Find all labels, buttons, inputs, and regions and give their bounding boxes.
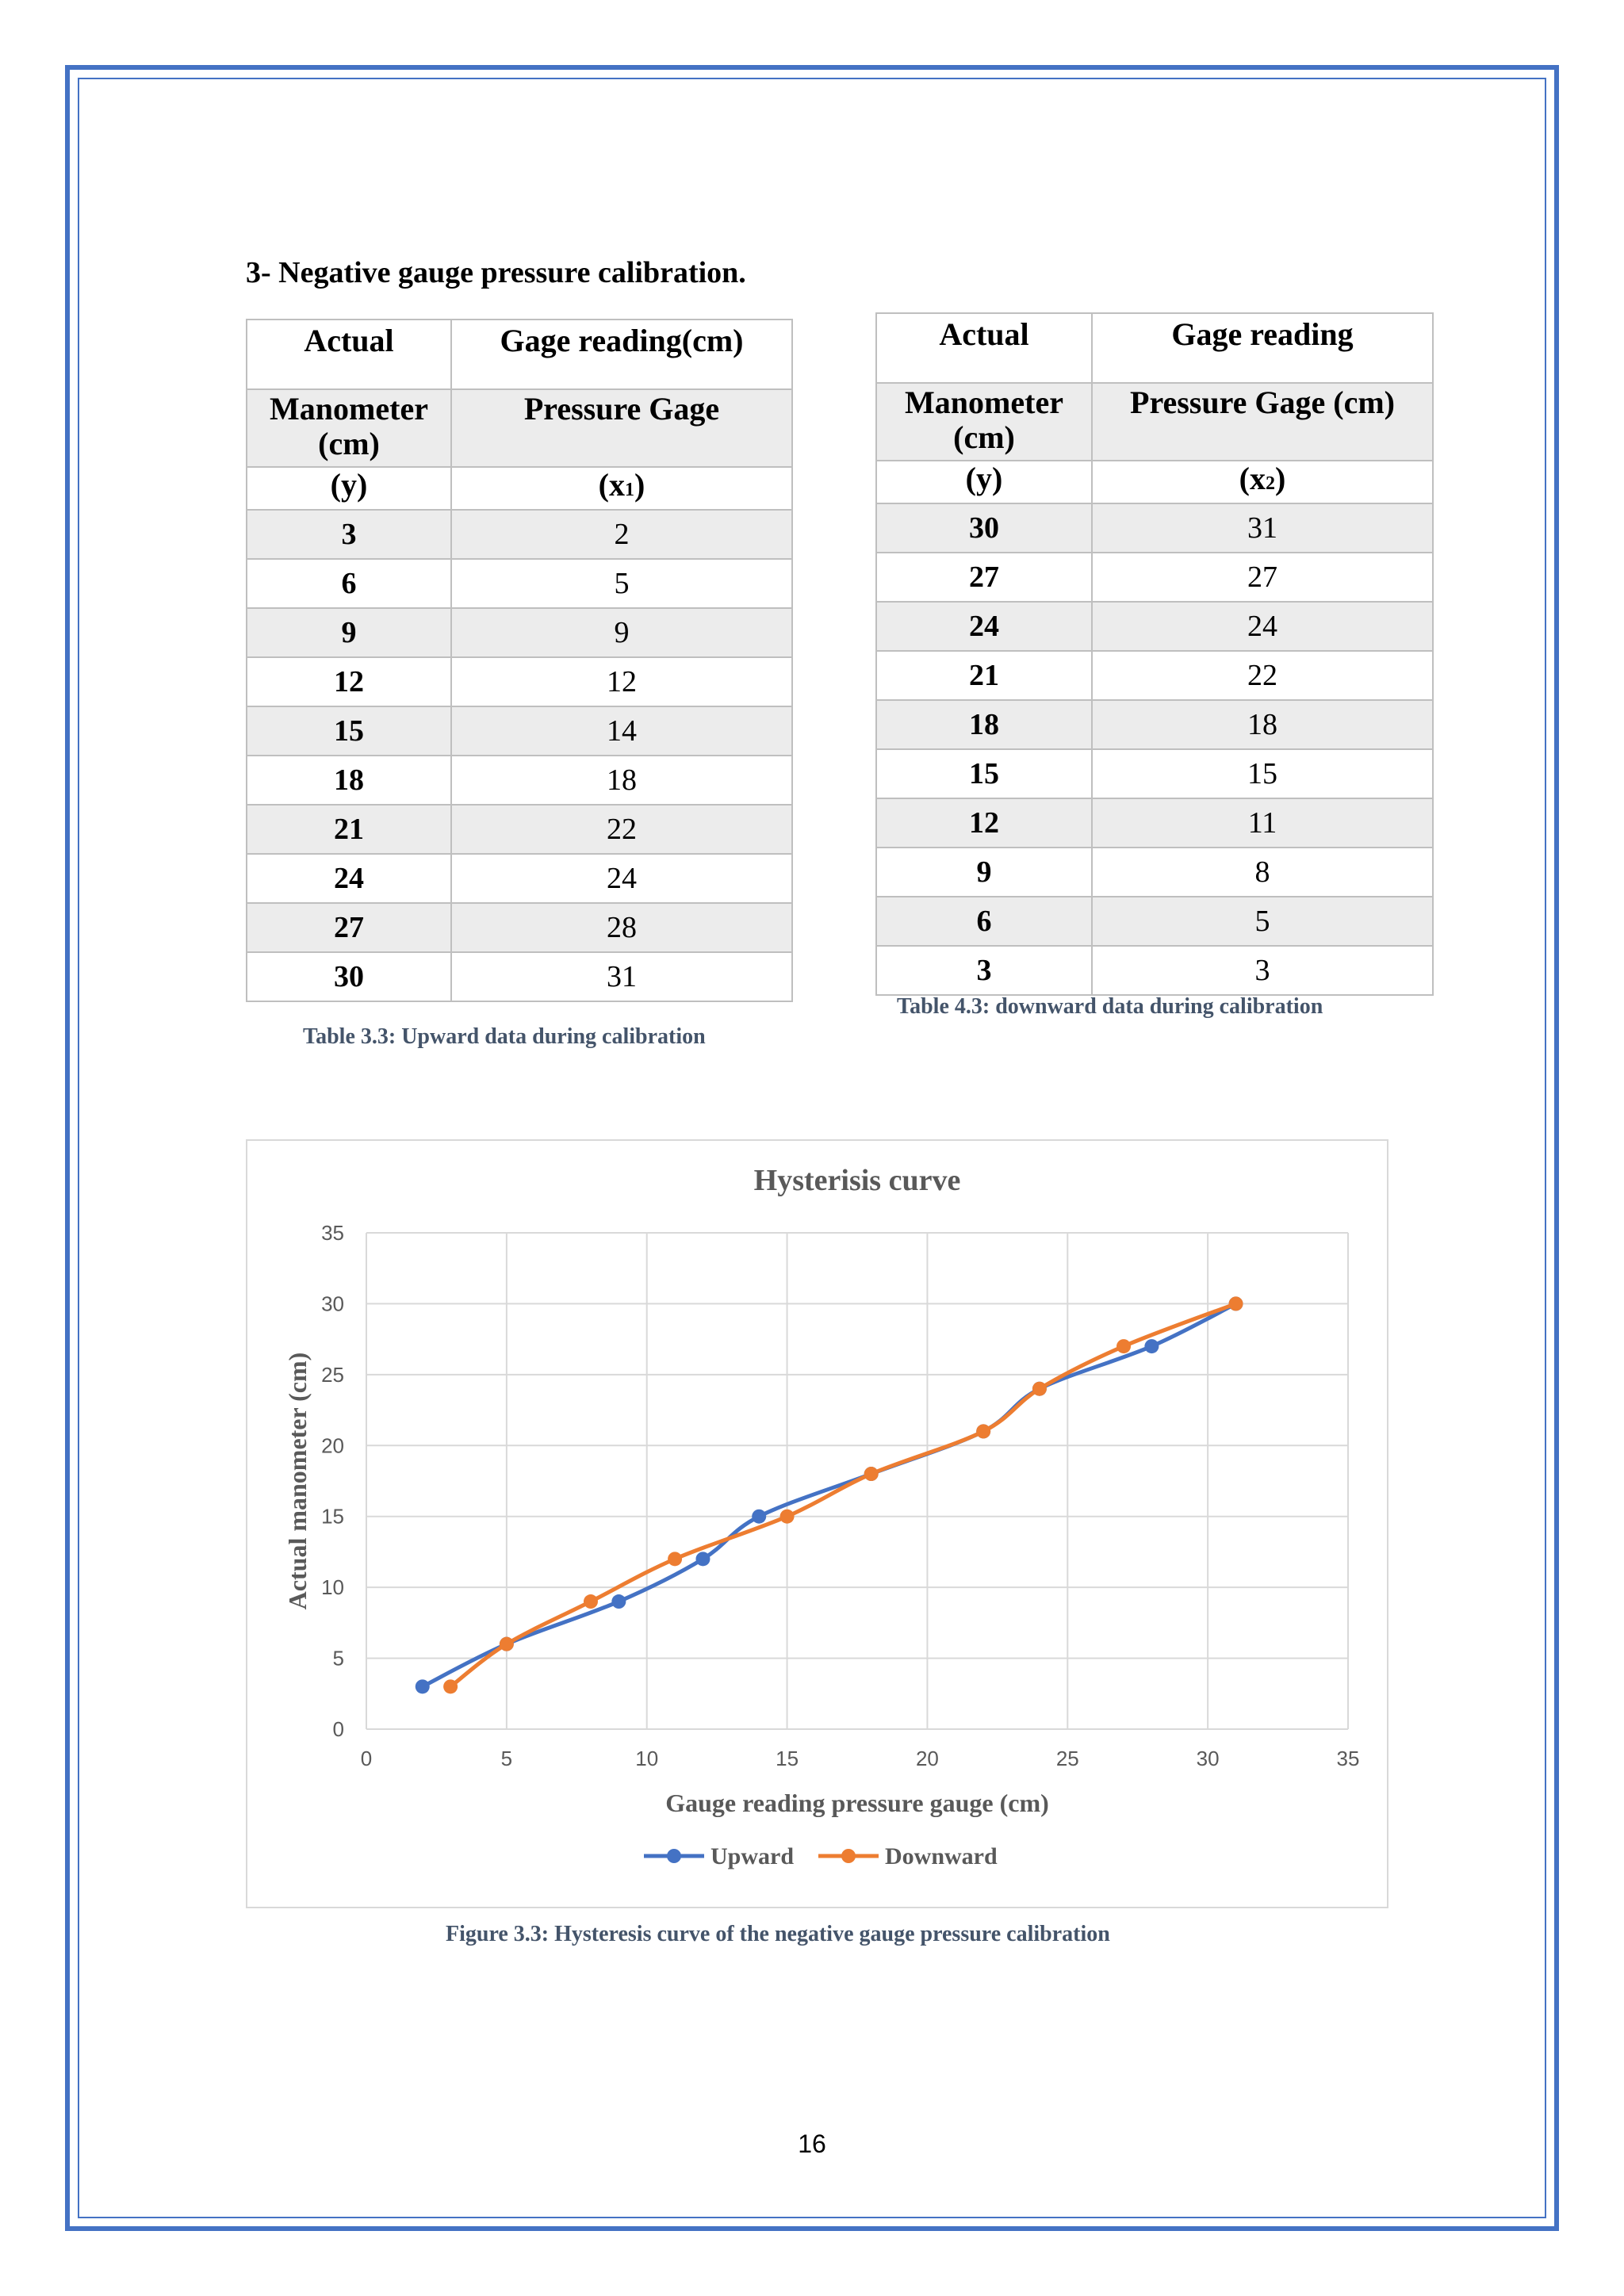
gage-value-cell: 15	[1092, 749, 1433, 798]
gage-value-cell: 24	[451, 854, 792, 903]
x-tick-label: 25	[1055, 1747, 1079, 1770]
y-tick-label: 35	[321, 1221, 344, 1245]
upward-table-body	[247, 510, 792, 1001]
manometer-value-cell: 27	[247, 903, 451, 952]
gage-value-cell: 22	[451, 805, 792, 854]
data-point-downward	[443, 1679, 458, 1693]
y-tick-label: 5	[332, 1646, 344, 1670]
hysteresis-chart	[246, 1139, 1388, 1908]
x-tick-label: 0	[360, 1747, 373, 1770]
gage-value-cell: 11	[1092, 798, 1433, 848]
manometer-value-cell: 21	[876, 651, 1092, 700]
data-point-upward	[611, 1594, 626, 1609]
data-point-downward	[500, 1637, 514, 1651]
gage-value-cell: 18	[451, 756, 792, 805]
chart-svg	[247, 1141, 1387, 1907]
data-point-downward	[584, 1594, 598, 1609]
gage-value-cell: 2	[451, 510, 792, 559]
data-point-downward	[668, 1552, 682, 1566]
manometer-value-cell: 9	[876, 848, 1092, 897]
manometer-value-cell: 18	[247, 756, 451, 805]
table-header-cell: Actual	[247, 320, 451, 389]
y-tick-label: 15	[321, 1504, 344, 1529]
y-tick-label: 10	[321, 1575, 344, 1600]
table-header-cell: Actual	[876, 313, 1092, 383]
legend-entry: Downward	[885, 1843, 998, 1869]
section-heading: 3- Negative gauge pressure calibration.	[246, 256, 746, 289]
table-row	[247, 903, 792, 952]
data-point-upward	[695, 1552, 710, 1566]
table-header-cell: (x2)	[1092, 461, 1433, 503]
manometer-value-cell: 30	[876, 503, 1092, 553]
data-point-upward	[1144, 1339, 1159, 1353]
gage-value-cell: 22	[1092, 651, 1433, 700]
table-row	[247, 657, 792, 706]
gage-value-cell: 3	[1092, 946, 1433, 995]
gage-value-cell: 31	[451, 952, 792, 1001]
data-point-downward	[1032, 1382, 1047, 1396]
gage-value-cell: 9	[451, 608, 792, 657]
manometer-value-cell: 3	[247, 510, 451, 559]
table-header-cell: (x1)	[451, 467, 792, 510]
table-header-cell: Pressure Gage	[451, 389, 792, 467]
y-tick-label: 0	[332, 1717, 344, 1741]
upward-table-caption: Table 3.3: Upward data during calibration	[303, 1024, 706, 1049]
manometer-value-cell: 30	[247, 952, 451, 1001]
table-row	[876, 848, 1433, 897]
gage-value-cell: 5	[1092, 897, 1433, 946]
table-row	[247, 805, 792, 854]
data-point-downward	[864, 1467, 879, 1481]
y-axis-label: Actual manometer (cm)	[283, 1352, 312, 1610]
table-header-cell: Gage reading	[1092, 313, 1433, 383]
x-tick-label: 30	[1196, 1747, 1220, 1770]
gage-value-cell: 28	[451, 903, 792, 952]
downward-table-caption: Table 4.3: downward data during calibration	[897, 994, 1323, 1019]
manometer-value-cell: 27	[876, 553, 1092, 602]
x-tick-label: 20	[915, 1747, 939, 1770]
data-point-downward	[976, 1424, 990, 1438]
x-axis-label: Gauge reading pressure gauge (cm)	[665, 1789, 1049, 1817]
table-header-cell: (y)	[876, 461, 1092, 503]
table-row	[876, 700, 1433, 749]
table-row	[876, 553, 1433, 602]
x-tick-label: 15	[776, 1747, 799, 1770]
manometer-value-cell: 15	[876, 749, 1092, 798]
data-point-downward	[780, 1510, 795, 1524]
y-tick-label: 30	[321, 1292, 344, 1316]
table-row	[247, 510, 792, 559]
manometer-value-cell: 9	[247, 608, 451, 657]
table-row	[247, 854, 792, 903]
y-tick-label: 25	[321, 1362, 344, 1387]
gage-value-cell: 24	[1092, 602, 1433, 651]
manometer-value-cell: 3	[876, 946, 1092, 995]
gage-value-cell: 31	[1092, 503, 1433, 553]
manometer-value-cell: 18	[876, 700, 1092, 749]
legend-swatch-marker	[841, 1849, 856, 1863]
table-row	[876, 749, 1433, 798]
manometer-value-cell: 6	[876, 897, 1092, 946]
table-header-cell: Manometer (cm)	[247, 389, 451, 467]
manometer-value-cell: 12	[876, 798, 1092, 848]
gage-value-cell: 8	[1092, 848, 1433, 897]
table-row	[876, 503, 1433, 553]
table-row	[247, 952, 792, 1001]
manometer-value-cell: 24	[247, 854, 451, 903]
table-header-cell: Pressure Gage (cm)	[1092, 383, 1433, 461]
gage-value-cell: 14	[451, 706, 792, 756]
gage-value-cell: 5	[451, 559, 792, 608]
data-point-upward	[752, 1510, 766, 1524]
table-row	[247, 706, 792, 756]
chart-title: Hysterisis curve	[753, 1164, 961, 1197]
table-row	[876, 897, 1433, 946]
upward-data-table	[246, 319, 793, 1002]
table-header-cell: Gage reading(cm)	[451, 320, 792, 389]
subscript: 2	[1266, 473, 1275, 494]
figure-caption: Figure 3.3: Hysteresis curve of the negative gauge pressure calibration	[446, 1922, 1110, 1946]
manometer-value-cell: 21	[247, 805, 451, 854]
manometer-value-cell: 6	[247, 559, 451, 608]
gage-value-cell: 18	[1092, 700, 1433, 749]
legend-swatch-marker	[667, 1849, 681, 1863]
data-point-downward	[1229, 1296, 1243, 1311]
downward-table-body	[876, 503, 1433, 995]
legend-entry: Upward	[710, 1843, 795, 1869]
manometer-value-cell: 12	[247, 657, 451, 706]
table-row	[247, 756, 792, 805]
x-tick-label: 10	[635, 1747, 659, 1770]
table-row	[247, 608, 792, 657]
gage-value-cell: 27	[1092, 553, 1433, 602]
subscript: 1	[625, 480, 634, 500]
table-row	[876, 602, 1433, 651]
downward-data-table	[875, 312, 1434, 996]
table-row	[876, 798, 1433, 848]
x-tick-label: 35	[1336, 1747, 1360, 1770]
manometer-value-cell: 15	[247, 706, 451, 756]
gage-value-cell: 12	[451, 657, 792, 706]
data-point-downward	[1116, 1339, 1131, 1353]
table-row	[876, 651, 1433, 700]
page-number: 16	[798, 2130, 826, 2158]
table-row	[876, 946, 1433, 995]
table-row	[247, 559, 792, 608]
x-tick-label: 5	[500, 1747, 513, 1770]
table-header-cell: Manometer (cm)	[876, 383, 1092, 461]
data-point-upward	[416, 1679, 430, 1693]
y-tick-label: 20	[321, 1433, 344, 1458]
manometer-value-cell: 24	[876, 602, 1092, 651]
table-header-cell: (y)	[247, 467, 451, 510]
